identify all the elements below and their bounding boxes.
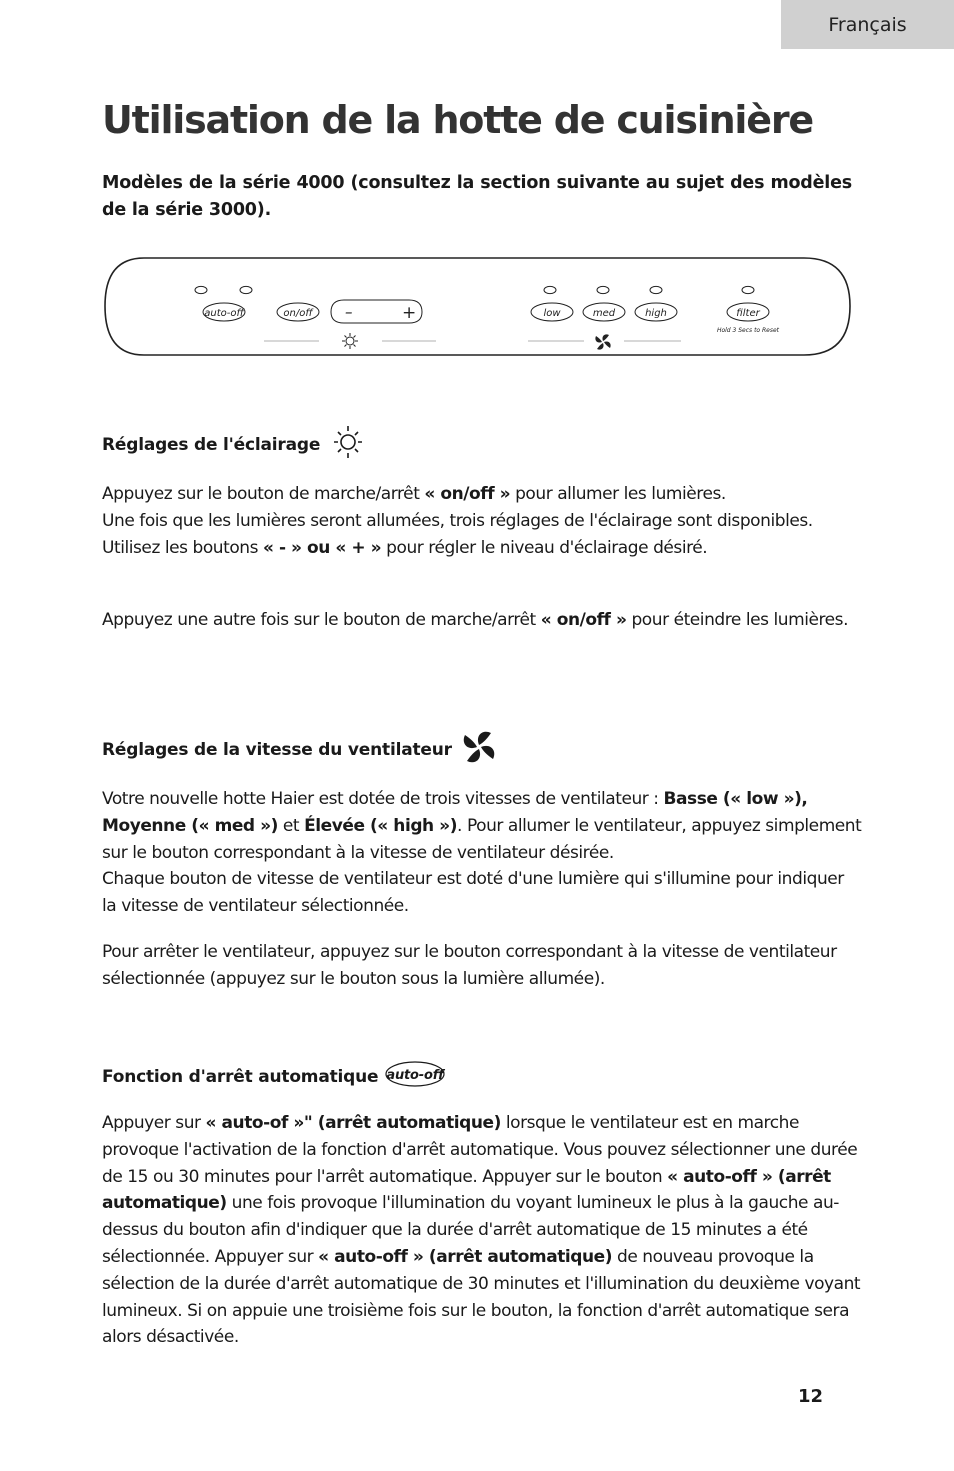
text-run: . Pour allumer le ventilateur, appuyez simplement sur le bouton correspondant à la vitesse de ventilateur désirée. bbox=[102, 815, 862, 863]
svg-text:auto-off: auto-off bbox=[204, 308, 244, 319]
text-run: pour éteindre les lumières. bbox=[626, 610, 849, 630]
lighting-paragraph-2 bbox=[102, 607, 862, 634]
svg-text:med: med bbox=[592, 308, 616, 319]
auto-off-paragraph-1 bbox=[102, 1110, 862, 1351]
control-panel-diagram bbox=[104, 256, 852, 358]
lighting-heading-text: Réglages de l'éclairage bbox=[102, 434, 321, 455]
fan-icon bbox=[595, 334, 610, 349]
light-bulb-icon bbox=[342, 333, 358, 349]
auto-off-light-2 bbox=[240, 286, 252, 293]
auto-off-badge-icon bbox=[384, 1059, 446, 1094]
lighting-paragraph-1 bbox=[102, 481, 862, 561]
bold-text: Basse (« low »), Moyenne (« med ») bbox=[102, 789, 808, 836]
bold-text: « auto-off » (arrêt automatique) bbox=[318, 1246, 613, 1267]
svg-text:on/off: on/off bbox=[283, 308, 313, 319]
text-run: Appuyer sur bbox=[102, 1113, 206, 1133]
svg-text:low: low bbox=[543, 308, 561, 319]
bold-text: « - » ou « + » bbox=[262, 537, 382, 558]
text-run: Votre nouvelle hotte Haier est dotée de trois vitesses de ventilateur : bbox=[102, 789, 664, 809]
bold-text: Élevée (« high ») bbox=[304, 815, 458, 836]
fan-heading bbox=[102, 726, 500, 773]
text-run: pour régler le niveau d'éclairage désiré. bbox=[381, 537, 708, 558]
auto-off-heading bbox=[102, 1059, 446, 1094]
high-light bbox=[650, 286, 662, 293]
text-run: Chaque bouton de vitesse de ventilateur est doté d'une lumière qui s'illumine pour indiquer la vitesse de ventilateur sélectionnée. bbox=[102, 869, 844, 917]
text-run: Appuyez sur le bouton de marche/arrêt bbox=[102, 484, 425, 504]
auto-off-heading-text: Fonction d'arrêt automatique bbox=[102, 1066, 379, 1087]
language-tab[interactable]: Français bbox=[781, 0, 954, 49]
fan-paragraph-2 bbox=[102, 939, 862, 993]
page-title: Utilisation de la hotte de cuisinière bbox=[102, 98, 813, 142]
low-button[interactable] bbox=[531, 303, 573, 321]
dimmer-control[interactable] bbox=[331, 300, 422, 323]
svg-text:auto-off: auto-off bbox=[386, 1068, 444, 1083]
filter-light bbox=[742, 286, 754, 293]
auto-off-button[interactable] bbox=[203, 303, 246, 321]
fan-paragraph-1 bbox=[102, 786, 862, 920]
minus-button[interactable]: – bbox=[345, 303, 353, 321]
text-run: Appuyez une autre fois sur le bouton de marche/arrêt bbox=[102, 610, 541, 630]
bold-text: « auto-of »" (arrêt automatique) bbox=[205, 1113, 501, 1133]
bold-text: « on/off » bbox=[424, 484, 511, 504]
med-light bbox=[597, 286, 609, 293]
med-button[interactable] bbox=[583, 303, 625, 321]
text-run: pour allumer les lumières. bbox=[510, 484, 726, 504]
svg-text:filter: filter bbox=[736, 308, 760, 319]
fan-icon bbox=[458, 726, 500, 773]
text-run: de nouveau provoque la sélection de la durée d'arrêt automatique de 30 minutes et l'illumination du deuxième voyant lumineux. Si on appuie une troisième fois sur le bouton, la fonction d'arrêt automatique sera alors désactivée. bbox=[102, 1246, 861, 1348]
low-light bbox=[544, 286, 556, 293]
filter-reset-note: Hold 3 Secs to Reset bbox=[716, 327, 780, 334]
text-run: et bbox=[277, 815, 305, 836]
text-run: Une fois que les lumières seront allumées, trois réglages de l'éclairage sont disponibles. Utilisez les boutons bbox=[102, 510, 813, 558]
text-run: lorsque le ventilateur est en marche provoque l'activation de la fonction d'arrêt automatique. Vous pouvez sélectionner une durée de 15 ou 30 minutes pour l'arrêt automatique. Appuyer sur le bouton bbox=[102, 1113, 858, 1187]
light-bulb-icon bbox=[326, 422, 370, 467]
fan-heading-text: Réglages de la vitesse du ventilateur bbox=[102, 739, 452, 760]
page-number: 12 bbox=[798, 1386, 824, 1407]
filter-button[interactable] bbox=[727, 303, 769, 321]
bold-text: « on/off » bbox=[540, 610, 627, 630]
high-button[interactable] bbox=[635, 303, 677, 321]
svg-text:high: high bbox=[645, 308, 667, 319]
text-run: une fois provoque l'illumination du voyant lumineux le plus à la gauche au-dessus du bouton afin d'indiquer que la durée d'arrêt automatique de 15 minutes a été sélectionnée. Appuyer sur bbox=[102, 1193, 839, 1267]
lighting-heading bbox=[102, 422, 370, 467]
on-off-button[interactable] bbox=[277, 303, 319, 321]
bold-text: « auto-off » (arrêt automatique) bbox=[102, 1166, 831, 1214]
text-run: Pour arrêter le ventilateur, appuyez sur le bouton correspondant à la vitesse de ventilateur sélectionnée (appuyez sur le bouton sous la lumière allumée). bbox=[102, 942, 837, 989]
plus-button[interactable]: + bbox=[402, 303, 417, 323]
series-subtitle: Modèles de la série 4000 (consultez la section suivante au sujet des modèles de la série 3000). bbox=[102, 173, 852, 220]
auto-off-light-1 bbox=[195, 286, 207, 293]
